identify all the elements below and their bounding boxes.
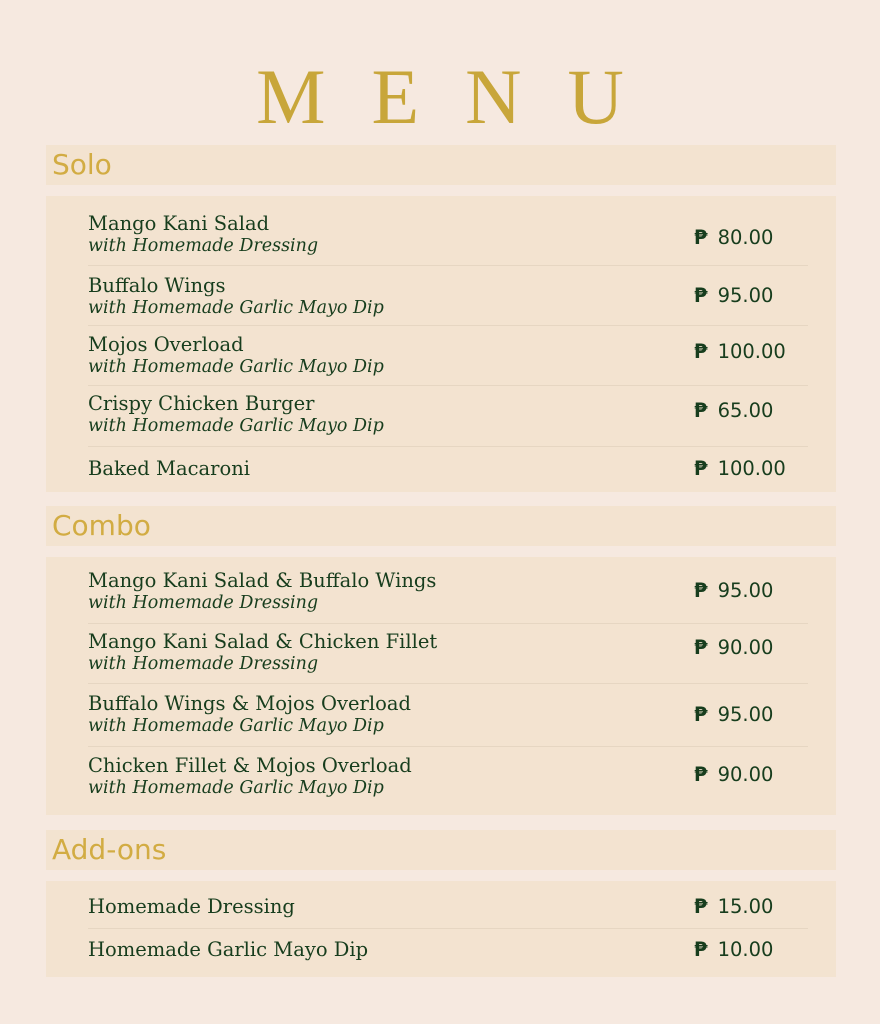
item-divider [88, 746, 808, 747]
item-divider [88, 446, 808, 447]
item-description: with Homemade Garlic Mayo Dip [88, 298, 384, 318]
peso-symbol: ₱ [694, 763, 708, 786]
item-name: Crispy Chicken Burger [88, 392, 315, 415]
section-heading-solo: Solo [46, 145, 836, 185]
price-value: 80.00 [717, 226, 774, 249]
price-value: 95.00 [717, 703, 774, 726]
peso-symbol: ₱ [694, 703, 708, 726]
item-divider [88, 265, 808, 266]
item-description: with Homemade Dressing [88, 654, 319, 674]
item-name: Mango Kani Salad & Chicken Fillet [88, 630, 438, 653]
peso-symbol: ₱ [694, 399, 708, 422]
item-price [694, 399, 773, 422]
peso-symbol: ₱ [694, 226, 708, 249]
item-price [694, 763, 773, 786]
price-value: 90.00 [717, 763, 774, 786]
item-price [694, 226, 773, 249]
item-name: Mango Kani Salad & Buffalo Wings [88, 569, 437, 592]
price-value: 90.00 [717, 636, 774, 659]
peso-symbol: ₱ [694, 938, 708, 961]
item-name: Baked Macaroni [88, 457, 250, 480]
item-description: with Homemade Garlic Mayo Dip [88, 416, 384, 436]
item-description: with Homemade Dressing [88, 593, 319, 613]
price-value: 15.00 [717, 895, 774, 918]
item-divider [88, 385, 808, 386]
item-description: with Homemade Garlic Mayo Dip [88, 357, 384, 377]
item-description: with Homemade Garlic Mayo Dip [88, 778, 384, 798]
price-value: 95.00 [717, 579, 774, 602]
item-name: Mango Kani Salad [88, 212, 270, 235]
section-panel-solo [46, 196, 836, 492]
peso-symbol: ₱ [694, 340, 708, 363]
price-value: 10.00 [717, 938, 774, 961]
item-name: Buffalo Wings & Mojos Overload [88, 692, 411, 715]
section-panel-addons [46, 881, 836, 977]
item-price [694, 895, 773, 918]
price-value: 100.00 [717, 457, 786, 480]
price-value: 95.00 [717, 284, 774, 307]
item-price [694, 636, 773, 659]
item-name: Chicken Fillet & Mojos Overload [88, 754, 412, 777]
item-price [694, 284, 773, 307]
price-value: 65.00 [717, 399, 774, 422]
item-divider [88, 928, 808, 929]
item-price [694, 579, 773, 602]
item-description: with Homemade Dressing [88, 236, 319, 256]
item-price [694, 340, 786, 363]
item-name: Mojos Overload [88, 333, 244, 356]
peso-symbol: ₱ [694, 457, 708, 480]
peso-symbol: ₱ [694, 895, 708, 918]
section-heading-addons: Add-ons [46, 830, 836, 870]
menu-title: MENU [256, 53, 670, 140]
item-price [694, 938, 773, 961]
peso-symbol: ₱ [694, 579, 708, 602]
peso-symbol: ₱ [694, 636, 708, 659]
item-divider [88, 325, 808, 326]
item-price [694, 457, 786, 480]
item-price [694, 703, 773, 726]
item-name: Homemade Dressing [88, 895, 295, 918]
section-heading-combo: Combo [46, 506, 836, 546]
peso-symbol: ₱ [694, 284, 708, 307]
item-divider [88, 623, 808, 624]
item-divider [88, 683, 808, 684]
item-name: Homemade Garlic Mayo Dip [88, 938, 369, 961]
item-description: with Homemade Garlic Mayo Dip [88, 716, 384, 736]
section-panel-combo [46, 557, 836, 815]
item-name: Buffalo Wings [88, 274, 226, 297]
price-value: 100.00 [717, 340, 786, 363]
